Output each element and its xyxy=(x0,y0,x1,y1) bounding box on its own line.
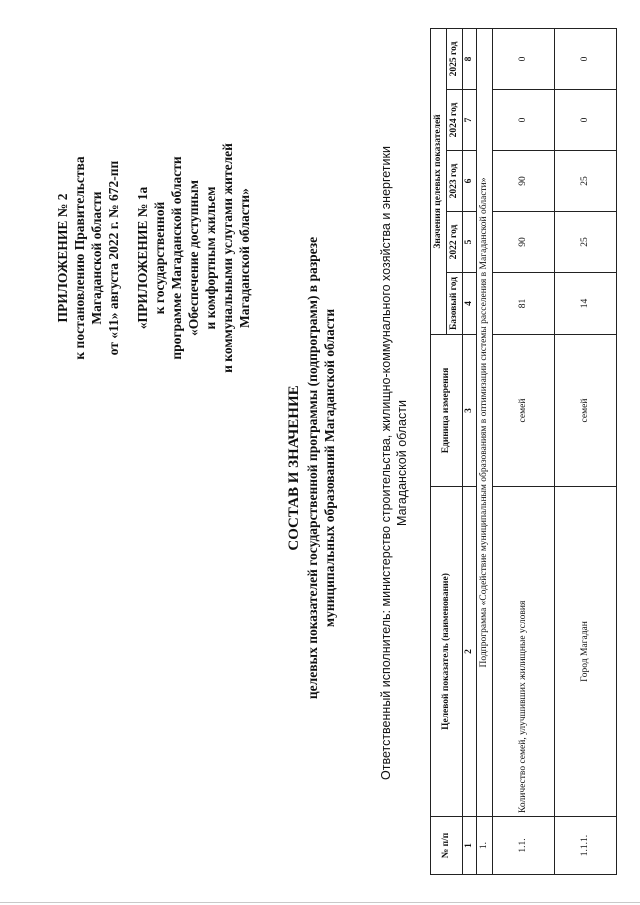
column-number: 6 xyxy=(463,151,477,212)
page-bottom-divider xyxy=(0,902,640,903)
title-sub-1: целевых показателей государственной программы (подпрограмм) в разрезе xyxy=(305,236,320,700)
executor-line-1: Ответственный исполнитель: министерство строительства, жилищно-коммунального хозяйства и энергетики xyxy=(379,146,393,780)
appendix-line: к государственной xyxy=(152,201,167,315)
column-number: 1 xyxy=(463,817,477,875)
appendix-line: к постановлению Правительства xyxy=(72,156,87,360)
appendix-line: «Обеспечение доступным xyxy=(186,180,201,337)
document-title xyxy=(284,183,338,753)
column-number-row xyxy=(463,28,477,874)
row-indicator: Количество семей, улучшивших жилищные условия xyxy=(493,487,555,817)
appendix-line: Магаданской области» xyxy=(237,188,252,328)
appendix-date: от «11» августа 2022 г. № 672-пп xyxy=(106,160,121,356)
row-2023: 25 xyxy=(555,151,617,212)
responsible-executor xyxy=(378,63,410,863)
row-2022: 25 xyxy=(555,212,617,273)
title-sub-2: муниципальных образований Магаданской области xyxy=(322,308,337,628)
indicators-table xyxy=(430,28,617,875)
header-base-year: Базовый год xyxy=(447,273,463,335)
appendix-line: Магаданской области xyxy=(89,191,104,325)
header-2024: 2024 год xyxy=(447,90,463,151)
row-base: 81 xyxy=(493,273,555,335)
appendix-block xyxy=(54,93,253,423)
header-2023: 2023 год xyxy=(447,151,463,212)
appendix-line: и комфортным жильем xyxy=(203,186,218,330)
column-number: 4 xyxy=(463,273,477,335)
appendix-subtitle: «ПРИЛОЖЕНИЕ № 1а xyxy=(135,186,150,330)
column-number: 8 xyxy=(463,28,477,89)
header-values-group: Значения целевых показателей xyxy=(431,28,447,334)
table-row xyxy=(555,28,617,874)
row-num: 1.1.1. xyxy=(555,817,617,875)
appendix-title: ПРИЛОЖЕНИЕ № 2 xyxy=(55,193,70,323)
section-title: Подпрограмма «Содействие муниципальным образованиям в оптимизации системы расселения в Магаданской области» xyxy=(477,28,493,816)
row-2025: 0 xyxy=(493,28,555,89)
header-indicator: Целевой показатель (наименование) xyxy=(431,487,463,817)
column-number: 2 xyxy=(463,487,477,817)
row-2024: 0 xyxy=(555,90,617,151)
rotated-page xyxy=(10,13,630,893)
header-num: № п/п xyxy=(431,817,463,875)
row-unit: семей xyxy=(555,335,617,487)
column-number: 3 xyxy=(463,335,477,487)
section-row xyxy=(477,28,493,874)
table-row xyxy=(493,28,555,874)
column-number: 5 xyxy=(463,212,477,273)
row-2024: 0 xyxy=(493,90,555,151)
header-unit: Единица измерения xyxy=(431,335,463,487)
title-main: СОСТАВ И ЗНАЧЕНИЕ xyxy=(286,385,302,551)
header-2025: 2025 год xyxy=(447,28,463,89)
appendix-line: программе Магаданской области xyxy=(169,156,184,360)
appendix-line: и коммунальными услугами жителей xyxy=(220,143,235,373)
row-indicator: Город Магадан xyxy=(555,487,617,817)
header-2022: 2022 год xyxy=(447,212,463,273)
row-base: 14 xyxy=(555,273,617,335)
column-number: 7 xyxy=(463,90,477,151)
row-unit: семей xyxy=(493,335,555,487)
row-2023: 90 xyxy=(493,151,555,212)
row-num: 1.1. xyxy=(493,817,555,875)
section-num: 1. xyxy=(477,817,493,875)
executor-line-2: Магаданской области xyxy=(395,400,409,526)
row-2025: 0 xyxy=(555,28,617,89)
row-2022: 90 xyxy=(493,212,555,273)
